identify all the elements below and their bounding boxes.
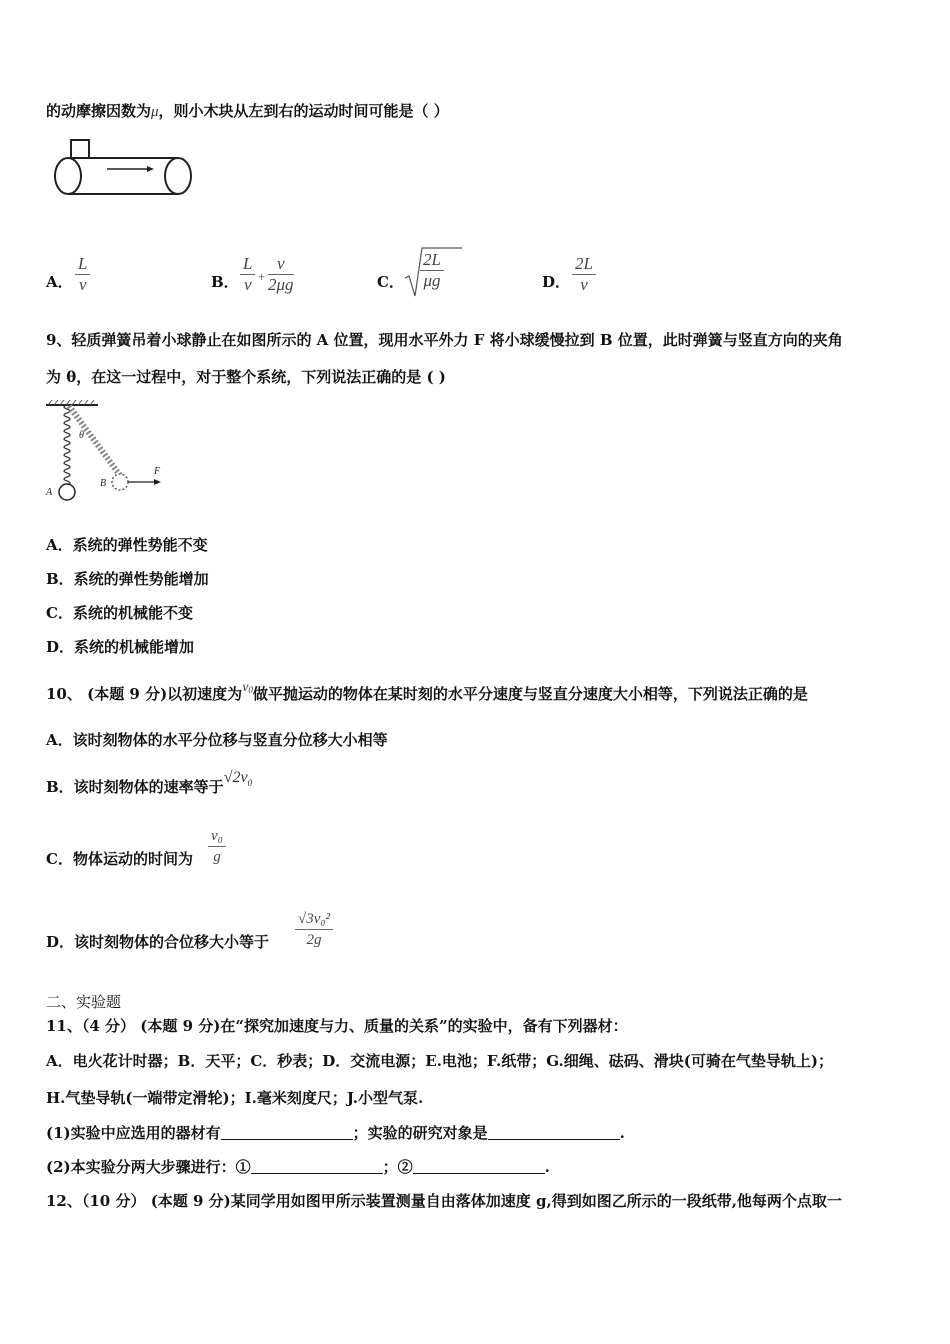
q8-option-a-label: A． — [46, 273, 73, 291]
q8-option-b-label: B． — [211, 273, 239, 291]
q8-a-num: L — [75, 254, 90, 275]
q10-option-b — [46, 769, 253, 799]
q8-option-d-fraction — [572, 254, 596, 295]
q10-stem-b: 做平抛运动的物体在某时刻的水平分速度与竖直分速度大小相等，下列说法正确的是 — [252, 685, 808, 703]
q10-option-b-sub: 0 — [247, 778, 253, 788]
left-roller — [55, 158, 81, 194]
q10-v0-sub: 0 — [248, 685, 253, 695]
q11-line-2: A．电火花计时器；B．天平；C．秒表；D．交流电源；E.电池；F.纸带；G.细绳、砝码、滑块(可骑在气垫导轨上)； — [46, 1052, 833, 1070]
ball-a — [59, 484, 75, 500]
q11-part-2-b: ；② — [382, 1158, 413, 1176]
q8-d-num: 2L — [572, 254, 596, 275]
q9-option-d: D．系统的机械能增加 — [46, 638, 195, 656]
q10-option-c: C．物体运动的时间为 — [46, 850, 193, 868]
ball-b — [112, 474, 128, 490]
vertical-spring — [64, 405, 70, 485]
q8-option-c-label: C． — [377, 273, 404, 291]
q10-option-a: A．该时刻物体的水平分位移与竖直分位移大小相等 — [46, 731, 388, 749]
tilted-spring — [69, 406, 122, 478]
q8-d-den: v — [580, 275, 588, 294]
q11-part-2-a: (2)本实验分两大步骤进行：① — [46, 1158, 251, 1176]
block — [71, 140, 89, 158]
theta-label: θ — [79, 430, 84, 441]
q8-stem-text: 的动摩擦因数为 — [46, 102, 152, 120]
q8-option-b-plus: + — [258, 269, 266, 284]
q11-part-1 — [46, 1123, 625, 1143]
right-roller — [165, 158, 191, 194]
answer-blank-1[interactable] — [221, 1125, 353, 1140]
q8-option-b-fraction-2 — [268, 254, 294, 295]
q11-part-1-c: . — [619, 1124, 625, 1142]
q10-d-den: 2g — [306, 932, 322, 948]
conveyor-belt-figure — [50, 138, 200, 200]
q8-option-d-label: D． — [542, 273, 571, 291]
q9-stem-line-1: 9、轻质弹簧吊着小球静止在如图所示的 A 位置，现用水平外力 F 将小球缓慢拉到 B 位置，此时弹簧与竖直方向的夹角 — [46, 331, 843, 349]
q9-option-b: B．系统的弹性势能增加 — [46, 570, 209, 588]
q8-a-den: v — [78, 275, 87, 294]
q8-stem — [46, 101, 449, 122]
q8-mu: μ — [151, 104, 159, 120]
spring-pendulum-figure — [42, 400, 172, 505]
q8-b-num1: L — [240, 254, 255, 275]
q8-b-den1: v — [243, 275, 252, 294]
label-b: B — [100, 478, 107, 489]
q10-stem-a: 10、 (本题 9 分)以初速度为 — [46, 685, 243, 703]
q11-part-2-c: . — [544, 1158, 550, 1176]
q10-option-b-math: √2v — [223, 769, 248, 786]
q8-c-den: μg — [423, 271, 441, 290]
q11-line-1: 11、（4 分） (本题 9 分)在“探究加速度与力、质量的关系”的实验中，备有下列器材： — [46, 1017, 628, 1035]
q11-line-3: H.气垫导轨(一端带定滑轮)；I.毫米刻度尺；J.小型气泵. — [46, 1089, 424, 1107]
q11-part-1-b: ；实验的研究对象是 — [352, 1124, 488, 1142]
q8-stem-text-2: ，则小木块从左到右的运动时间可能是（ ） — [158, 102, 449, 120]
q10-c-den: g — [213, 849, 221, 865]
q10-option-c-fraction — [208, 826, 226, 867]
answer-blank-4[interactable] — [413, 1159, 545, 1174]
q8-option-c-fraction — [420, 250, 444, 291]
section-title: 二、实验题 — [46, 993, 122, 1011]
q8-c-num: 2L — [420, 250, 444, 271]
q10-d-num: √3v₀² — [295, 909, 333, 930]
answer-blank-2[interactable] — [488, 1125, 620, 1140]
q10-option-d: D．该时刻物体的合位移大小等于 — [46, 933, 270, 951]
q9-stem-line-2: 为 θ，在这一过程中，对于整个系统，下列说法正确的是 ( ) — [46, 368, 446, 386]
q10-stem — [46, 680, 808, 706]
q8-b-num2: v — [268, 254, 294, 275]
q12-line-1: 12、（10 分） (本题 9 分)某同学用如图甲所示装置测量自由落体加速度 g,得到如图乙所示的一段纸带,他每两个点取一 — [46, 1192, 842, 1210]
q10-option-b-text: B．该时刻物体的速率等于 — [46, 778, 224, 796]
q9-option-c: C．系统的机械能不变 — [46, 604, 193, 622]
q8-option-b-fraction-1 — [240, 254, 255, 295]
q11-part-2 — [46, 1157, 550, 1177]
q8-b-den2: 2μg — [268, 275, 294, 294]
q10-v0: v — [242, 680, 249, 695]
q10-option-d-fraction — [295, 909, 333, 950]
q10-c-num: v₀ — [208, 826, 226, 847]
label-a: A — [46, 487, 53, 498]
label-f: F — [154, 466, 161, 477]
answer-blank-3[interactable] — [251, 1159, 383, 1174]
q8-option-a-fraction — [75, 254, 90, 295]
q11-part-1-a: (1)实验中应选用的器材有 — [46, 1124, 221, 1142]
q9-option-a: A．系统的弹性势能不变 — [46, 536, 208, 554]
